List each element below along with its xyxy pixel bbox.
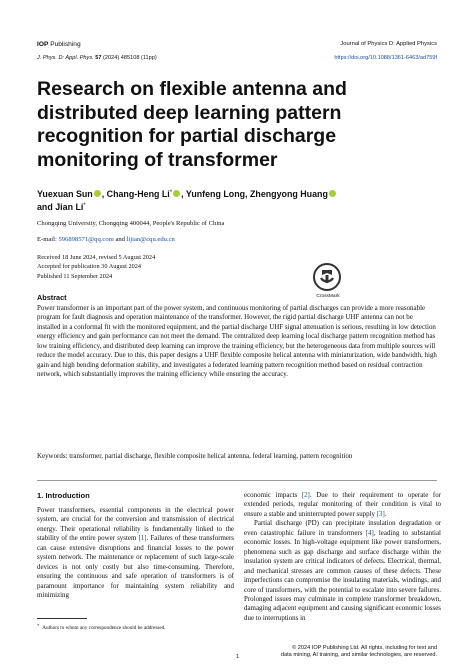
citation-rest: (2024) 485108 (11pp): [103, 55, 157, 61]
publication-dates: [37, 253, 155, 281]
citation-journal: J. Phys. D: Appl. Phys.: [37, 55, 94, 61]
page-number: 1: [236, 654, 240, 660]
author-list: [37, 188, 442, 213]
paragraph: [244, 519, 441, 623]
author-name[interactable]: and Jian Li: [37, 201, 84, 212]
paper-title: Research on flexible antenna and distributed deep learning pattern recognition for partial discharge monitoring of transformer: [37, 78, 347, 171]
section-heading: 1. Introduction: [37, 491, 90, 500]
email-link[interactable]: lijian@cqu.edu.cn: [126, 236, 175, 243]
affiliation: Chongqing University, Chongqing 400044, People's Republic of China: [37, 220, 225, 227]
publisher-brand: [37, 41, 81, 48]
footnote-divider: [37, 618, 87, 619]
citation-line: [37, 55, 157, 61]
citation-ref[interactable]: [3]: [376, 509, 385, 518]
email-line: [37, 236, 175, 243]
left-column: [37, 506, 234, 601]
footnote-mark: *: [37, 623, 40, 628]
received-date: Received 18 June 2024, revised 5 August 2024: [37, 254, 156, 261]
copyright-line: © 2024 IOP Publishing Ltd. All rights, including for text and: [292, 645, 437, 651]
paragraph-text: , leading to substantial economic losses. In high-voltage equipment like power transformers, phenomena such as gap discharge and surface discharge within the insulation system are critical indicators of defects. Electrical, thermal, and mechanical stresses are common causes of these defects. These imperfections can compromise the insulating materials, windings, and core of transformers, with the potential to escalate into severe failures. Prolonged issues may culminate in complete transformer breakdown, damaging adjacent equipment and causing significant economic losses due to interruptions in: [244, 528, 441, 622]
published-date: Published 11 September 2024: [37, 272, 113, 280]
corresponding-mark: *: [169, 190, 173, 196]
orcid-icon[interactable]: [329, 190, 336, 197]
abstract-heading: Abstract: [37, 293, 67, 302]
keywords-label: Keywords:: [37, 452, 68, 460]
author-name[interactable]: , Yunfeng Long, Zhengyong Huang: [181, 189, 328, 199]
citation-ref[interactable]: [2]: [301, 491, 310, 499]
paragraph-text: . Due to their requirement to operate for extended periods, regular monitoring of their condition is vital to ensure a stable and uninterrupted power supply: [244, 491, 441, 518]
keywords-text: transformer, partial discharge, flexible composite helical antenna, federal learning, pattern recognition: [69, 452, 353, 460]
email-and: and: [115, 236, 125, 243]
orcid-icon[interactable]: [94, 190, 101, 197]
author-name[interactable]: , Chang-Heng Li: [101, 189, 170, 199]
publisher-brand-rest: Publishing: [50, 41, 81, 48]
citation-volume: 57: [95, 55, 102, 61]
footnote: [37, 623, 166, 631]
orcid-icon[interactable]: [173, 190, 180, 197]
corresponding-mark: *: [83, 202, 86, 209]
crossmark-icon[interactable]: [312, 262, 342, 292]
email-label: E-mail:: [37, 236, 57, 243]
copyright-line: data mining, AI training, and similar technologies, are reserved.: [280, 652, 437, 659]
citation-ref[interactable]: [4]: [365, 528, 374, 537]
email-link[interactable]: 596898571@qq.com: [58, 236, 114, 243]
citation-ref[interactable]: [1]: [138, 534, 147, 543]
doi-link[interactable]: https://doi.org/10.1088/1361-6463/ad759f: [334, 55, 437, 61]
copyright-notice: [257, 645, 437, 660]
paragraph-text: Power transformers, essential components in the electrical power system, are crucial for the conversion and transmission of electrical energy. Their operational reliability is fundamentally linked to the stability of the entire power system: [37, 506, 234, 543]
paragraph-text: economic impacts: [244, 491, 302, 499]
accepted-date: Accepted for publication 30 August 2024: [37, 263, 142, 271]
footnote-text: Authors to whom any correspondence should be addressed.: [42, 625, 166, 631]
abstract-text: Power transformer is an important part of the power system, and continuous monitoring of partial discharges can provide a more reasonable program for fault diagnosis and operation maintenance of the transformer. However, the rigid partial discharge UHF antenna can not be installed in a conformal fit with the monitored equipment, and the partial discharge UHF signal attenuation is serious, resulting in low detection energy efficiency and gain performance can not meet the demand. The centralized deep learning local discharge pattern recognition method has low training efficiency, and distributed deep learning can improve the training efficiency, but the heterogeneous data from multiple sources will reduce the model accuracy. Due to this, this paper designs a UHF flexible composite helical antenna with miniaturization, wide bandwidth, high gain and high bending deformation stability, and investigates a federated learning pattern recognition method based on residual contraction network, which substantially improves the training efficiency while ensuring the accuracy.: [37, 304, 437, 379]
keywords: [37, 452, 437, 461]
right-column: [244, 491, 441, 623]
paragraph-text: Partial discharge (PD) can precipitate insulation degradation or even catastrophic failure in transformers: [244, 519, 441, 537]
author-name[interactable]: Yuexuan Sun: [37, 189, 93, 199]
journal-name: Journal of Physics D: Applied Physics: [340, 41, 437, 47]
doi-line: [334, 55, 437, 61]
crossmark-label: CrossMark: [316, 294, 340, 299]
paragraph-text: . Failures of these transformers can cause extensive disruptions and financial losses to the power system network. The maintenance or replacement of such large-scale devices is not only costly but also time-consuming. Therefore, ensuring the continuous and safe operation of transformers is of paramount importance for maintaining system reliability and minimizing: [37, 534, 234, 600]
paragraph-text: .: [384, 509, 387, 518]
paragraph: [244, 491, 441, 519]
publisher-brand-bold: IOP: [37, 41, 49, 48]
paragraph: [37, 506, 234, 601]
section-divider: [37, 480, 437, 481]
